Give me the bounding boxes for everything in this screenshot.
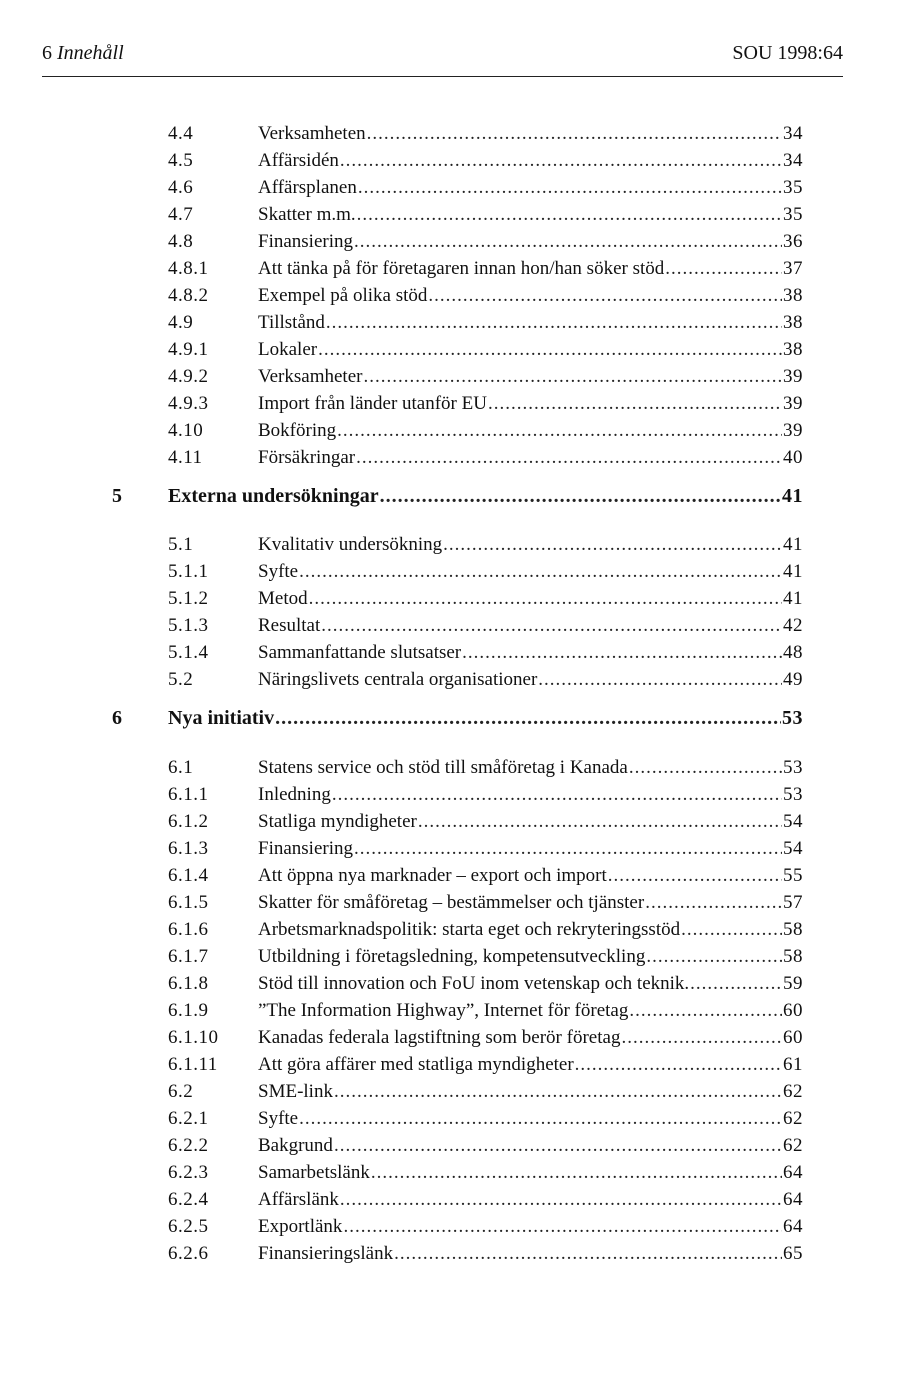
toc-entry-number: 6.1.7 (168, 946, 209, 967)
toc-chapter[interactable] (0, 705, 905, 732)
toc-entry-page: 58 (783, 919, 803, 940)
toc-entry-title: Att öppna nya marknader – export och import (258, 865, 607, 886)
dot-leader (608, 862, 782, 889)
toc-entry-page: 41 (782, 485, 803, 507)
toc-entry[interactable] (0, 1024, 905, 1051)
toc-entry[interactable] (0, 754, 905, 781)
toc-entry-title: Exempel på olika stöd (258, 285, 428, 306)
toc-entry-row (258, 862, 803, 889)
toc-entry-row (258, 174, 803, 201)
toc-entry-row (258, 754, 803, 781)
toc-entry-row (258, 781, 803, 808)
toc-entry-page: 39 (783, 420, 803, 441)
toc-entry[interactable] (0, 363, 905, 390)
dot-leader (332, 781, 782, 808)
toc-entry-number: 5.1.3 (168, 615, 209, 636)
toc-entry-title: SME-link (258, 1081, 333, 1102)
toc-entry-page: 48 (783, 642, 803, 663)
toc-entry-title: Import från länder utanför EU (258, 393, 487, 414)
toc-entry-row (258, 1186, 803, 1213)
toc-entry-page: 60 (783, 1027, 803, 1048)
dot-leader (621, 1024, 782, 1051)
toc-entry-row (258, 1159, 803, 1186)
toc-entry-title: Externa undersökningar (168, 485, 379, 507)
dot-leader (299, 558, 782, 585)
toc-entry-row (258, 639, 803, 666)
toc-entry-number: 6.2.1 (168, 1108, 209, 1129)
dot-leader (690, 970, 782, 997)
toc-entry-title: Affärsidén (258, 150, 339, 171)
dot-leader (629, 754, 782, 781)
toc-entry-title: Nya initiativ (168, 707, 275, 729)
toc-entry-page: 53 (782, 707, 803, 729)
toc-entry-number: 4.8 (168, 231, 194, 252)
toc-entry-row (258, 1051, 803, 1078)
toc-entry-number: 4.9 (168, 312, 194, 333)
toc-entry[interactable] (0, 997, 905, 1024)
toc-entry-title: Försäkringar (258, 447, 356, 468)
toc-entry-row (258, 1213, 803, 1240)
toc-entry-row (258, 943, 803, 970)
toc-entry-row (258, 970, 803, 997)
toc-entry-page: 38 (783, 339, 803, 360)
dot-leader (646, 943, 782, 970)
toc-entry-row (258, 889, 803, 916)
toc-entry[interactable] (0, 336, 905, 363)
toc-entry-page: 40 (783, 447, 803, 468)
dot-leader (321, 612, 782, 639)
toc-entry-title: Näringslivets centrala organisationer (258, 669, 538, 690)
toc-entry[interactable] (0, 309, 905, 336)
dot-leader (343, 1213, 782, 1240)
dot-leader (380, 483, 781, 510)
toc-entry-row (258, 336, 803, 363)
toc-entry-title: Syfte (258, 561, 299, 582)
toc-entry-title: Kanadas federala lagstiftning som berör företag (258, 1027, 621, 1048)
toc-entry-number: 4.9.3 (168, 393, 209, 414)
toc-entry-page: 41 (783, 561, 803, 582)
dot-leader (309, 585, 782, 612)
toc-entry[interactable] (0, 666, 905, 693)
toc-entry[interactable] (0, 417, 905, 444)
toc-entry-number: 4.5 (168, 150, 194, 171)
toc-entry-title: Inledning (258, 784, 331, 805)
toc-entry-number: 6.1.5 (168, 892, 209, 913)
toc-entry-row (258, 309, 803, 336)
toc-entry-row (258, 1105, 803, 1132)
toc-entry-row (168, 705, 803, 732)
toc-entry-row (258, 228, 803, 255)
toc-entry[interactable] (0, 1132, 905, 1159)
dot-leader (462, 639, 782, 666)
toc-entry-title: Syfte (258, 1108, 299, 1129)
toc-entry-page: 53 (783, 784, 803, 805)
toc-entry[interactable] (0, 201, 905, 228)
toc-entry-page: 54 (783, 838, 803, 859)
dot-leader (354, 228, 782, 255)
toc-entry-title: Kvalitativ undersökning (258, 534, 443, 555)
toc-entry-page: 35 (783, 177, 803, 198)
toc-entry-number: 6.1 (168, 757, 194, 778)
toc-entry[interactable] (0, 889, 905, 916)
dot-leader (334, 1132, 782, 1159)
toc-entry[interactable] (0, 1105, 905, 1132)
toc-entry-page: 37 (783, 258, 803, 279)
toc-entry-page: 38 (783, 312, 803, 333)
toc-entry-number: 6.2.3 (168, 1162, 209, 1183)
toc-entry-page: 39 (783, 393, 803, 414)
toc-entry-page: 64 (783, 1162, 803, 1183)
toc-entry-number: 6.1.8 (168, 973, 209, 994)
toc-entry[interactable] (0, 781, 905, 808)
toc-entry[interactable] (0, 943, 905, 970)
report-id: SOU 1998:64 (732, 42, 843, 64)
toc-entry-row (258, 916, 803, 943)
toc-entry-page: 39 (783, 366, 803, 387)
toc-entry-page: 62 (783, 1108, 803, 1129)
toc-entry-title: Arbetsmarknadspolitik: starta eget och rekryteringsstöd (258, 919, 681, 940)
dot-leader (356, 444, 782, 471)
toc-entry-title: Affärsplanen (258, 177, 357, 198)
toc-entry-row (258, 1240, 803, 1267)
toc-entry[interactable] (0, 808, 905, 835)
toc-entry-number: 6.1.2 (168, 811, 209, 832)
toc-entry-title: Stöd till innovation och FoU inom vetenskap och teknik. (258, 973, 690, 994)
toc-entry-row (258, 808, 803, 835)
toc-entry[interactable] (0, 970, 905, 997)
toc-entry-number: 4.10 (168, 420, 204, 441)
toc-entry-number: 4.7 (168, 204, 194, 225)
toc-entry-number: 5.1.4 (168, 642, 209, 663)
toc-entry-title: Statens service och stöd till småföretag i Kanada (258, 757, 628, 778)
toc-entry[interactable] (0, 390, 905, 417)
toc-entry-page: 36 (783, 231, 803, 252)
dot-leader (363, 363, 782, 390)
toc-entry-row (258, 531, 803, 558)
toc-entry-title: Finansiering (258, 231, 353, 252)
toc-entry[interactable] (0, 1186, 905, 1213)
toc-entry-title: Att tänka på för företagaren innan hon/han söker stöd (258, 258, 665, 279)
toc-entry[interactable] (0, 228, 905, 255)
dot-leader (299, 1105, 782, 1132)
toc-entry[interactable] (0, 531, 905, 558)
toc-entry-page: 55 (783, 865, 803, 886)
toc-entry-number: 6.1.10 (168, 1027, 219, 1048)
toc-entry[interactable] (0, 916, 905, 943)
toc-entry-page: 57 (783, 892, 803, 913)
toc-entry-row (258, 1024, 803, 1051)
toc-entry-number: 6.1.9 (168, 1000, 209, 1021)
toc-entry-number: 6 (112, 707, 123, 729)
toc-entry-page: 34 (783, 123, 803, 144)
toc-entry-title: Bokföring (258, 420, 337, 441)
toc-entry-page: 41 (783, 588, 803, 609)
toc-entry-page: 58 (783, 946, 803, 967)
toc-entry[interactable] (0, 639, 905, 666)
toc-entry[interactable] (0, 585, 905, 612)
toc-entry-title: Verksamheter (258, 366, 363, 387)
toc-entry-number: 6.1.1 (168, 784, 209, 805)
toc-entry-row (258, 120, 803, 147)
dot-leader (394, 1240, 782, 1267)
toc-chapter[interactable] (0, 483, 905, 510)
toc-entry-number: 6.2 (168, 1081, 194, 1102)
toc-entry[interactable] (0, 1051, 905, 1078)
toc-entry-number: 6.2.2 (168, 1135, 209, 1156)
toc-entry-title: Skatter för småföretag – bestämmelser och tjänster (258, 892, 645, 913)
toc-entry-page: 53 (783, 757, 803, 778)
toc-entry-row (258, 390, 803, 417)
toc-entry-number: 6.1.3 (168, 838, 209, 859)
toc-entry-title: Statliga myndigheter (258, 811, 417, 832)
toc-entry-row (258, 147, 803, 174)
toc-entry-page: 38 (783, 285, 803, 306)
dot-leader (575, 1051, 782, 1078)
page-number: 6 (42, 42, 52, 64)
toc-entry-number: 5.1.2 (168, 588, 209, 609)
toc-entry-title: Affärslänk (258, 1189, 339, 1210)
toc-entry-page: 64 (783, 1216, 803, 1237)
dot-leader (318, 336, 782, 363)
toc-entry-number: 5.1 (168, 534, 194, 555)
toc-entry-number: 6.2.5 (168, 1216, 209, 1237)
toc-entry-page: 59 (783, 973, 803, 994)
section-title: Innehåll (57, 42, 124, 64)
toc-entry[interactable] (0, 147, 905, 174)
dot-leader (367, 120, 782, 147)
toc-entry[interactable] (0, 558, 905, 585)
dot-leader (354, 835, 782, 862)
toc-entry-page: 49 (783, 669, 803, 690)
toc-entry-title: Utbildning i företagsledning, kompetensutveckling (258, 946, 646, 967)
toc-entry-page: 35 (783, 204, 803, 225)
dot-leader (275, 705, 781, 732)
dot-leader (371, 1159, 782, 1186)
toc-entry-title: Metod (258, 588, 308, 609)
toc-entry[interactable] (0, 862, 905, 889)
toc-entry-title: Sammanfattande slutsatser (258, 642, 462, 663)
dot-leader (645, 889, 782, 916)
dot-leader (358, 174, 782, 201)
toc-entry-row (168, 483, 803, 510)
dot-leader (443, 531, 782, 558)
dot-leader (665, 255, 782, 282)
toc-entry-number: 4.11 (168, 447, 203, 468)
toc-entry-title: ”The Information Highway”, Internet för företag (258, 1000, 629, 1021)
toc-entry-row (258, 1132, 803, 1159)
toc-entry-page: 65 (783, 1243, 803, 1264)
toc-entry-row (258, 417, 803, 444)
toc-entry-row (258, 612, 803, 639)
dot-leader (357, 201, 782, 228)
toc-entry-row (258, 201, 803, 228)
dot-leader (488, 390, 782, 417)
toc-entry[interactable] (0, 444, 905, 471)
toc-entry[interactable] (0, 835, 905, 862)
toc-entry[interactable] (0, 255, 905, 282)
toc-entry-page: 41 (783, 534, 803, 555)
toc-entry-page: 60 (783, 1000, 803, 1021)
toc-entry-page: 34 (783, 150, 803, 171)
toc-entry[interactable] (0, 612, 905, 639)
toc-entry-number: 4.8.2 (168, 285, 209, 306)
toc-entry-title: Skatter m.m. (258, 204, 356, 225)
toc-entry-page: 42 (783, 615, 803, 636)
dot-leader (326, 309, 782, 336)
toc-entry-number: 5.1.1 (168, 561, 209, 582)
dot-leader (334, 1078, 782, 1105)
toc-entry-title: Finansieringslänk (258, 1243, 394, 1264)
toc-entry-number: 4.4 (168, 123, 194, 144)
toc-entry[interactable] (0, 282, 905, 309)
toc-entry-number: 4.9.2 (168, 366, 209, 387)
toc-entry-title: Tillstånd (258, 312, 325, 333)
toc-entry[interactable] (0, 120, 905, 147)
toc-entry-title: Verksamheten (258, 123, 366, 144)
dot-leader (340, 147, 782, 174)
toc-entry-number: 4.6 (168, 177, 194, 198)
toc-entry-number: 6.2.4 (168, 1189, 209, 1210)
toc-entry-title: Lokaler (258, 339, 318, 360)
toc-entry-page: 64 (783, 1189, 803, 1210)
toc-entry[interactable] (0, 1159, 905, 1186)
toc-entry-row (258, 444, 803, 471)
toc-entry[interactable] (0, 174, 905, 201)
dot-leader (428, 282, 782, 309)
toc-entry-title: Finansiering (258, 838, 353, 859)
dot-leader (538, 666, 782, 693)
toc-entry-page: 62 (783, 1081, 803, 1102)
toc-entry-page: 61 (783, 1054, 803, 1075)
toc-entry-title: Att göra affärer med statliga myndigheter (258, 1054, 574, 1075)
toc-entry-title: Bakgrund (258, 1135, 333, 1156)
toc-entry-number: 6.1.4 (168, 865, 209, 886)
dot-leader (418, 808, 782, 835)
toc-entry-row (258, 558, 803, 585)
toc-entry-row (258, 666, 803, 693)
toc-entry-row (258, 585, 803, 612)
toc-entry-row (258, 255, 803, 282)
toc-entry-number: 5 (112, 485, 123, 507)
toc-entry-page: 62 (783, 1135, 803, 1156)
toc-entry-row (258, 282, 803, 309)
toc-entry-title: Resultat (258, 615, 321, 636)
toc-entry-number: 5.2 (168, 669, 194, 690)
toc-entry[interactable] (0, 1078, 905, 1105)
toc-entry-number: 6.1.11 (168, 1054, 218, 1075)
toc-entry-page: 54 (783, 811, 803, 832)
toc-entry-number: 6.1.6 (168, 919, 209, 940)
toc-entry-row (258, 1078, 803, 1105)
toc-entry-row (258, 835, 803, 862)
toc-entry-number: 4.9.1 (168, 339, 209, 360)
dot-leader (629, 997, 782, 1024)
toc-entry-row (258, 363, 803, 390)
dot-leader (340, 1186, 782, 1213)
toc-entry-row (258, 997, 803, 1024)
dot-leader (337, 417, 782, 444)
toc-entry-title: Samarbetslänk (258, 1162, 370, 1183)
toc-entry[interactable] (0, 1213, 905, 1240)
toc-entry-title: Exportlänk (258, 1216, 343, 1237)
toc-entry[interactable] (0, 1240, 905, 1267)
toc-entry-number: 4.8.1 (168, 258, 209, 279)
dot-leader (681, 916, 782, 943)
toc-entry-number: 6.2.6 (168, 1243, 209, 1264)
